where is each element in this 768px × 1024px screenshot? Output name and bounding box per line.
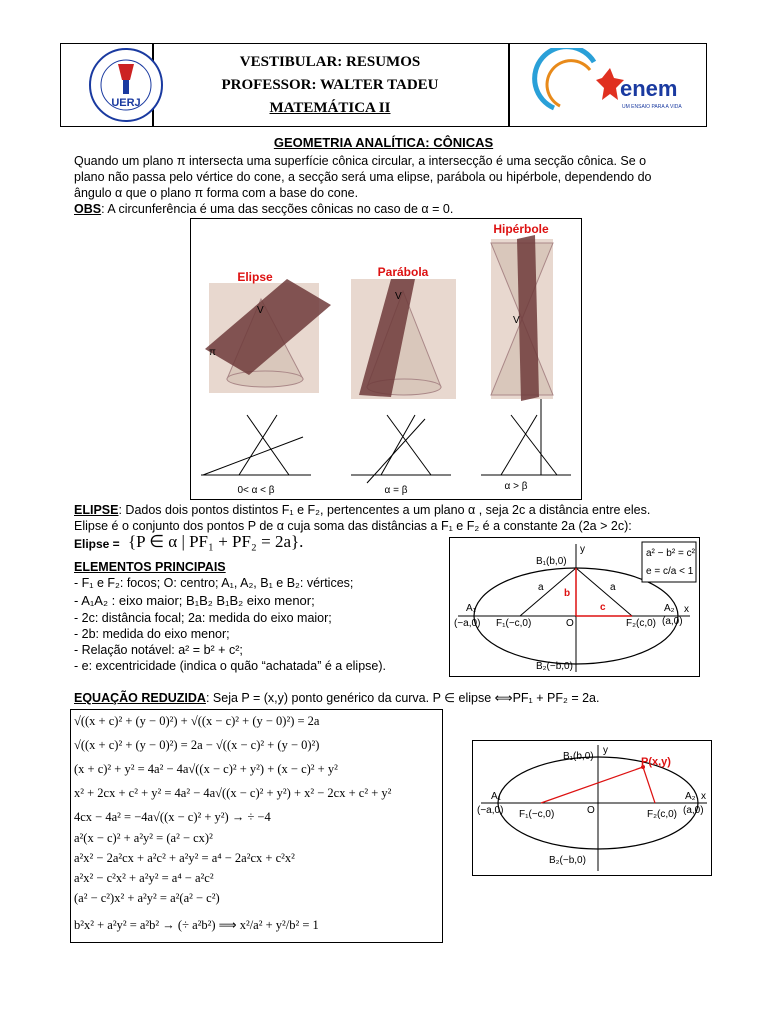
elements-list <box>74 559 444 674</box>
svg-text:B₂(−b,0): B₂(−b,0) <box>549 855 586 866</box>
derivation-step: √((x + c)² + (y − 0)²) = 2a − √((x − c)² + (y − 0)²) <box>74 738 320 752</box>
svg-text:a: a <box>538 582 544 593</box>
svg-text:P(x,y): P(x,y) <box>641 756 671 768</box>
label-hiperbole: Hipérbole <box>493 222 549 236</box>
conic-sections-drawing <box>191 219 581 499</box>
derivation-step: x² + 2cx + c² + y² = 4a² − 4a√((x − c)² + y²) + x² − 2cx + c² + y² <box>74 786 392 800</box>
svg-text:F₂(c,0): F₂(c,0) <box>647 809 677 820</box>
elements-item: - e: excentricidade (indica o quão “achatada” é a elipse). <box>74 659 386 673</box>
svg-text:A₁: A₁ <box>491 791 502 802</box>
svg-text:F₁(−c,0): F₁(−c,0) <box>496 618 532 629</box>
elements-item: - 2c: distância focal; 2a: medida do eixo maior; <box>74 611 332 625</box>
svg-text:a: a <box>610 582 616 593</box>
condition-parabola: α = β <box>384 485 408 496</box>
svg-text:A₂: A₂ <box>664 603 675 614</box>
intro-line-1: Quando um plano π intersecta uma superfície cônica circular, a intersecção é uma secção cônica. Se o <box>74 154 647 168</box>
condition-hiperbole: α > β <box>504 481 528 492</box>
header-line-3: MATEMÁTICA II <box>269 100 391 116</box>
plane-label: π <box>209 347 216 358</box>
svg-text:(−a,0): (−a,0) <box>477 805 504 816</box>
enem-logo <box>524 48 694 122</box>
svg-text:x: x <box>684 604 689 615</box>
derivation-step: √((x + c)² + (y − 0)²) + √((x − c)² + (y − 0)²) = 2a <box>74 714 320 728</box>
svg-text:F₂(c,0): F₂(c,0) <box>626 618 656 629</box>
vertex-label: V <box>257 305 264 316</box>
derivation-step: (a² − c²)x² + a²y² = a²(a² − c²) <box>74 891 220 905</box>
vertex-label: V <box>395 291 402 302</box>
ellipse-formula-label: Elipse = <box>74 537 120 551</box>
svg-text:B₂(−b,0): B₂(−b,0) <box>536 661 573 672</box>
ellipse-def-text: : Dados dois pontos distintos F₁ e F₂, pertencentes a um plano α , seja 2c a distância entre eles. <box>118 503 651 517</box>
elements-item: - F₁ e F₂: focos; O: centro; A₁, A₂, B₁ e B₂: vértices; <box>74 576 354 590</box>
derivation-step: a²(x − c)² + a²y² = (a² − cx)² <box>74 831 213 845</box>
elements-heading: ELEMENTOS PRINCIPAIS <box>74 560 226 574</box>
obs-line <box>74 201 704 217</box>
vertex-label: V <box>513 315 520 326</box>
label-elipse: Elipse <box>237 270 273 284</box>
obs-text: : A circunferência é uma das secções cônicas no caso de α = 0. <box>101 202 454 216</box>
svg-text:A₁: A₁ <box>466 603 477 614</box>
header-divider <box>508 43 510 127</box>
header-line-1: VESTIBULAR: RESUMOS <box>239 54 421 70</box>
ellipse-formula: {P ∈ α | PF₁ + PF₂ = 2a}. <box>128 532 304 551</box>
intro-paragraph <box>74 153 704 217</box>
obs-label: OBS <box>74 202 102 216</box>
svg-text:x: x <box>701 791 706 802</box>
enem-logo-text: enem <box>620 76 678 101</box>
label-parabola: Parábola <box>377 265 429 279</box>
svg-text:b: b <box>564 588 571 599</box>
svg-text:c: c <box>600 602 606 613</box>
header-line-2: PROFESSOR: WALTER TADEU <box>221 77 439 93</box>
svg-text:e = c/a < 1: e = c/a < 1 <box>646 566 694 577</box>
svg-text:O: O <box>587 805 595 816</box>
derivation-step: (x + c)² + y² = 4a² − 4a√((x − c)² + y²) + (x − c)² + y² <box>74 762 338 776</box>
uerj-logo-text: UERJ <box>111 97 141 109</box>
svg-text:(a,0): (a,0) <box>683 805 704 816</box>
derivation-step: a²x² − c²x² + a²y² = a⁴ − a²c² <box>74 871 214 885</box>
elements-item: - A₁A₂ : eixo maior; B₁B₂ B₁B₂ eixo menor; <box>74 593 315 608</box>
svg-text:y: y <box>603 745 608 756</box>
svg-text:B₁(b,0): B₁(b,0) <box>563 751 594 762</box>
svg-text:(−a,0): (−a,0) <box>454 618 481 629</box>
condition-elipse: 0< α < β <box>237 485 275 496</box>
svg-text:y: y <box>580 544 585 555</box>
intro-line-3: ângulo α que o plano π forma com a base do cone. <box>74 186 359 200</box>
derivation-step: a²x² − 2a²cx + a²c² + a²y² = a⁴ − 2a²cx + c²x² <box>74 851 295 865</box>
derivation-step: b²x² + a²y² = a²b² → (÷ a²b²) ⟹ x²/a² + y²/b² = 1 <box>74 918 319 932</box>
ellipse-definition <box>74 502 714 534</box>
reduced-eq-text: : Seja P = (x,y) ponto genérico da curva. P ∈ elipse ⟺PF₁ + PF₂ = 2a. <box>205 691 600 705</box>
svg-text:(a,0): (a,0) <box>662 616 683 627</box>
ellipse-def-line-2: Elipse é o conjunto dos pontos P de α cuja soma das distâncias a F₁ e F₂ é a constante 2a (2a > 2c): <box>74 519 632 533</box>
reduced-eq-label: EQUAÇÃO REDUZIDA <box>74 691 206 705</box>
svg-text:O: O <box>566 618 574 629</box>
elements-item: - 2b: medida do eixo menor; <box>74 627 230 641</box>
ellipse-diagram-2-drawing <box>473 741 711 875</box>
elements-item: - Relação notável: a² = b² + c²; <box>74 643 243 657</box>
svg-text:a² − b² = c²: a² − b² = c² <box>646 548 695 559</box>
enem-tagline: UM ENSAIO PARA A VIDA <box>622 104 682 110</box>
svg-text:F₁(−c,0): F₁(−c,0) <box>519 809 555 820</box>
page-title: GEOMETRIA ANALÍTICA: CÔNICAS <box>273 135 494 150</box>
ellipse-diagram-1-drawing <box>450 538 699 676</box>
intro-line-2: plano não passa pelo vértice do cone, a secção será uma elipse, parábola ou hipérbole, dependendo do <box>74 170 652 184</box>
ellipse-label: ELIPSE <box>74 503 119 517</box>
ellipse-def-line-1 <box>74 502 714 518</box>
svg-text:A₂: A₂ <box>685 791 696 802</box>
reduced-eq-line <box>74 690 714 706</box>
svg-text:B₁(b,0): B₁(b,0) <box>536 556 567 567</box>
derivation-step: 4cx − 4a² = −4a√((x − c)² + y²) → ÷ −4 <box>74 810 271 824</box>
